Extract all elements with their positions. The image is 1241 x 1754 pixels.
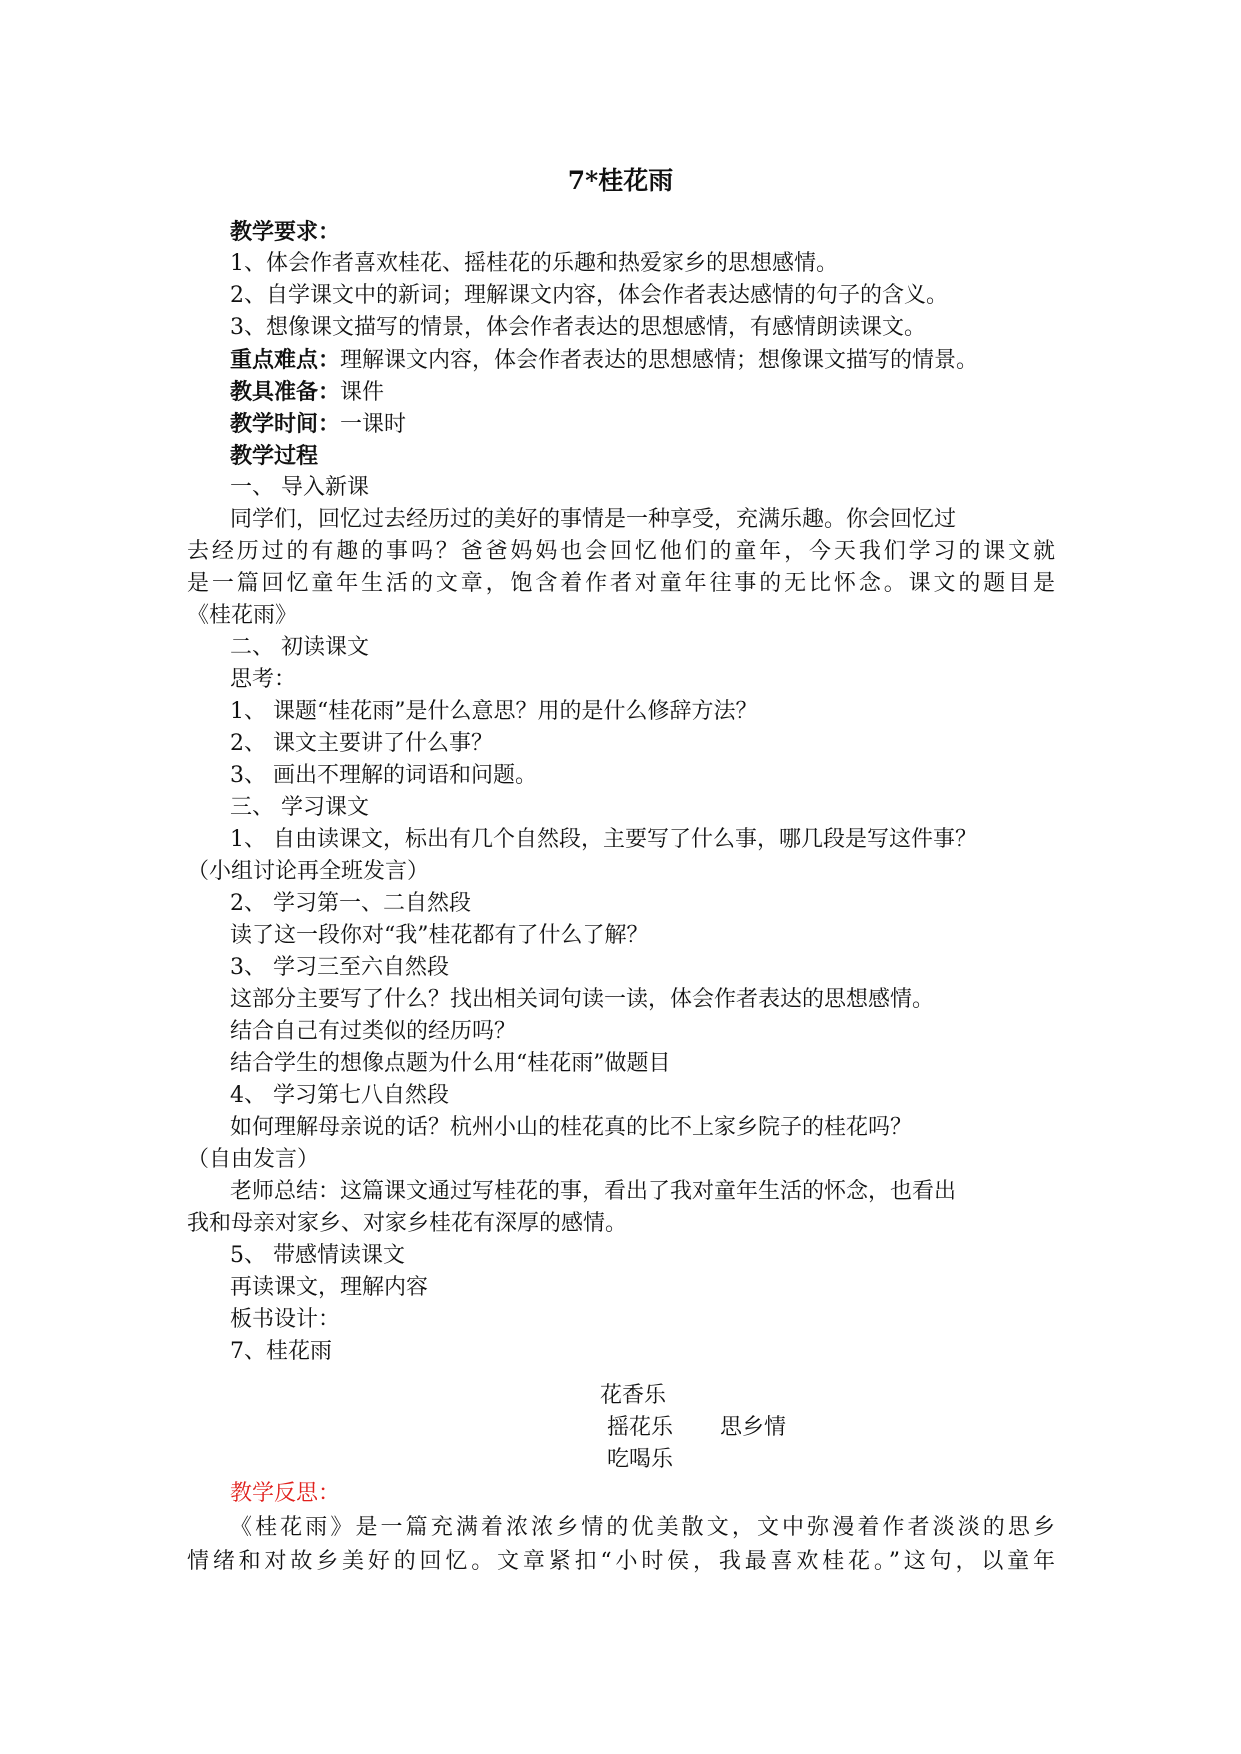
list-item: （小组讨论再全班发言） (187, 859, 430, 884)
summary-line: 我和母亲对家乡、对家乡桂花有深厚的感情。 (187, 1211, 628, 1236)
list-item: 3、 学习三至六自然段 (230, 955, 449, 980)
list-item: 4、 学习第七八自然段 (230, 1083, 449, 1108)
board-label: 板书设计： (230, 1307, 341, 1332)
question-line: 结合学生的想像点题为什么用“桂花雨”做题目 (230, 1051, 671, 1076)
paragraph-line: 同学们，回忆过去经历过的美好的事情是一种享受，充满乐趣。你会回忆过 (230, 507, 957, 532)
think-label: 思考： (230, 667, 297, 692)
question-line: 读了这一段你对“我”桂花都有了什么了解？ (230, 923, 649, 948)
time-text: 一课时 (340, 412, 407, 437)
reflection-line: 《桂花雨》是一篇充满着浓浓乡情的优美散文，文中弥漫着作者淡淡的思乡 (230, 1515, 1055, 1540)
question-line: 这部分主要写了什么？找出相关词句读一读，体会作者表达的思想感情。 (230, 987, 935, 1012)
section-heading: 三、 学习课文 (230, 795, 369, 820)
list-item: 1、 课题“桂花雨”是什么意思？用的是什么修辞方法？ (230, 699, 758, 724)
list-item: 5、 带感情读课文 (230, 1243, 405, 1268)
list-item: 2、 课文主要讲了什么事？ (230, 731, 493, 756)
question-line: 结合自己有过类似的经历吗？ (230, 1019, 517, 1044)
board-line: 花香乐 (600, 1383, 667, 1408)
time-line (230, 408, 406, 440)
list-item: 2、 学习第一、二自然段 (230, 891, 471, 916)
paragraph-line: 《桂花雨》 (187, 603, 298, 628)
section-heading: 二、 初读课文 (230, 635, 369, 660)
key-points-line (230, 344, 978, 376)
reflection-heading: 教学反思： (230, 1481, 341, 1506)
list-item: 3、 画出不理解的词语和问题。 (230, 763, 537, 788)
requirement-item: 3、想像课文描写的情景，体会作者表达的思想感情，有感情朗读课文。 (230, 315, 926, 340)
paragraph-line: 去经历过的有趣的事吗？爸爸妈妈也会回忆他们的童年，今天我们学习的课文就 (187, 539, 1055, 564)
board-line: 思乡情 (720, 1415, 787, 1440)
time-label: 教学时间： (230, 411, 341, 437)
page-title: 7*桂花雨 (567, 166, 674, 195)
board-line: 摇花乐 (607, 1415, 674, 1440)
question-line: 如何理解母亲说的话？杭州小山的桂花真的比不上家乡院子的桂花吗？ (230, 1115, 913, 1140)
materials-label: 教具准备： (230, 379, 341, 405)
board-line: 吃喝乐 (607, 1447, 674, 1472)
requirements-heading: 教学要求： (230, 219, 341, 245)
summary-line: 老师总结：这篇课文通过写桂花的事，看出了我对童年生活的怀念，也看出 (230, 1179, 957, 1204)
list-item: 1、 自由读课文，标出有几个自然段，主要写了什么事，哪几段是写这件事？ (230, 827, 977, 852)
requirement-item: 2、自学课文中的新词；理解课文内容，体会作者表达感情的句子的含义。 (230, 283, 948, 308)
paragraph-line: 是一篇回忆童年生活的文章，饱含着作者对童年往事的无比怀念。课文的题目是 (187, 571, 1055, 596)
key-points-label: 重点难点： (230, 347, 341, 373)
reflection-line: 情绪和对故乡美好的回忆。文章紧扣“小时侯，我最喜欢桂花。”这句，以童年 (187, 1549, 1055, 1574)
board-title: 7、桂花雨 (230, 1339, 332, 1364)
requirement-item: 1、体会作者喜欢桂花、摇桂花的乐趣和热爱家乡的思想感情。 (230, 251, 838, 276)
question-line: 再读课文，理解内容 (230, 1275, 429, 1300)
process-heading: 教学过程 (230, 443, 319, 469)
materials-text: 课件 (340, 380, 385, 405)
key-points-text: 理解课文内容，体会作者表达的思想感情；想像课文描写的情景。 (340, 348, 979, 373)
question-line: （自由发言） (187, 1147, 320, 1172)
section-heading: 一、 导入新课 (230, 475, 369, 500)
materials-line (230, 376, 384, 408)
